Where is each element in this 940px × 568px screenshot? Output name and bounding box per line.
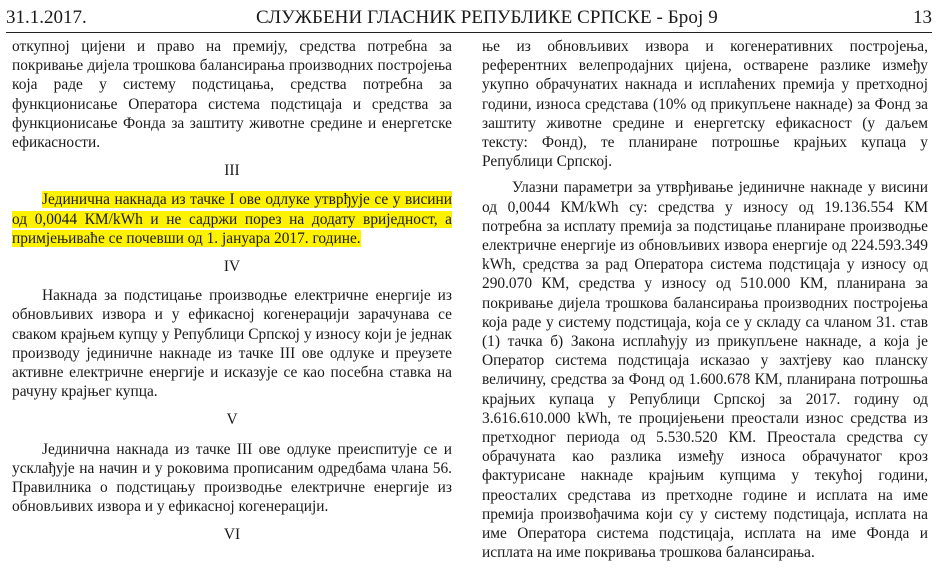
highlighted-paragraph: [12, 190, 452, 248]
left-column: [12, 37, 452, 555]
paragraph: Улазни параметри за утврђивање јединичне накнаде у висини од 0,0044 КМ/kWh су: средства у износу од 19.136.554 КМ потребна за исплату премија за подстицање планиране производње електричне енергије из обновљивих извора енергије од 224.593.349 kWh, средства за рад Оператора система подстицаја у износу од 290.070 КМ, средства у износу од 510.000 КМ, планирана за покривање дијела трошкова балансирања производних постројења која раде у систему подстицаја, која се у складу са чланом 31. став (1) тачка б) Закона исплаћују из прикупљене накнаде, а која је Оператор система подстицаја исказао у захтјеву као планску величину, средства за Фонд од 1.600.678 КМ, планирана потрошња крајњих купаца у Републици Српској за 2017. годину од 3.616.610.000 kWh, те процијењени преостали износ средства из претходног периода од 5.530.520 КМ. Преостала средства су обрачуната као разлика између износа обрачунатог кроз фактурисане накнаде крајњим купцима у текућој години, преосталих средстава из претходне године и исплата на име премија произвођачима који су у систему подстицаја, исплата на име Оператора система подстицаја, исплата на име Фонда и исплата на име покривања трошкова балансирања.: [482, 179, 928, 562]
paragraph: Накнада за подстицање производње електричне енергије из обновљивих извора и у ефикасној когенерацији зарачунава се сваком крајњем купцу у Републици Српској у износу који је једнак производу јединичне накнаде из тачке III ове одлуке и преузете активне електричне енергије и исказује се као посебна ставка на рачуну крајњег купца.: [12, 287, 452, 401]
section-heading: VI: [223, 526, 241, 544]
gazette-title: СЛУЖБЕНИ ГЛАСНИК РЕПУБЛИКЕ СРПСКЕ - Број 9: [256, 7, 718, 28]
paragraph: ње из обновљивих извора и когенеративних постројења, референтних велепродајних цијена, остварене разлике између укупно обрачунатих накнада и исплаћених премија у претходној години, износа средстава (10% од прикупљене накнаде) за Фонд за заштиту животне средине и енергетску ефикасност (у даљем тексту: Фонд), те планиране потрошње крајњих купаца у Републици Српској.: [482, 38, 928, 171]
page-number: 13: [913, 7, 932, 28]
section-heading: III: [224, 162, 240, 180]
section-heading: V: [226, 411, 238, 429]
page-header: [6, 4, 932, 33]
text-highlight: Јединична накнада из тачке I ове одлуке утврђује се у висини од 0,0044 КМ/kWh и не садржи порез на додату вриједност, а примјењиваће се почевши од 1. јануара 2017. године.: [12, 191, 452, 247]
section-heading: IV: [223, 258, 241, 276]
paragraph: откупној цијени и право на премију, средства потребна за покривање дијела трошкова балансирања производних постројења која раде у систему подстицања, средства потребна за функционисање Оператора система подстицаја и средства за функционисање Фонда за заштиту животне средине и енергетске ефикасности.: [12, 38, 452, 152]
paragraph-spacer: [482, 171, 928, 178]
paragraph: Јединична накнада из тачке III ове одлуке преиспитује се и усклађује на начин и у роковима прописаним одредбама члана 56. Правилника о подстицању производње електричне енергије из обновљивих извора и у ефикасној когенерацији.: [12, 440, 452, 516]
right-column: [482, 37, 928, 562]
issue-date: 31.1.2017.: [6, 7, 87, 28]
